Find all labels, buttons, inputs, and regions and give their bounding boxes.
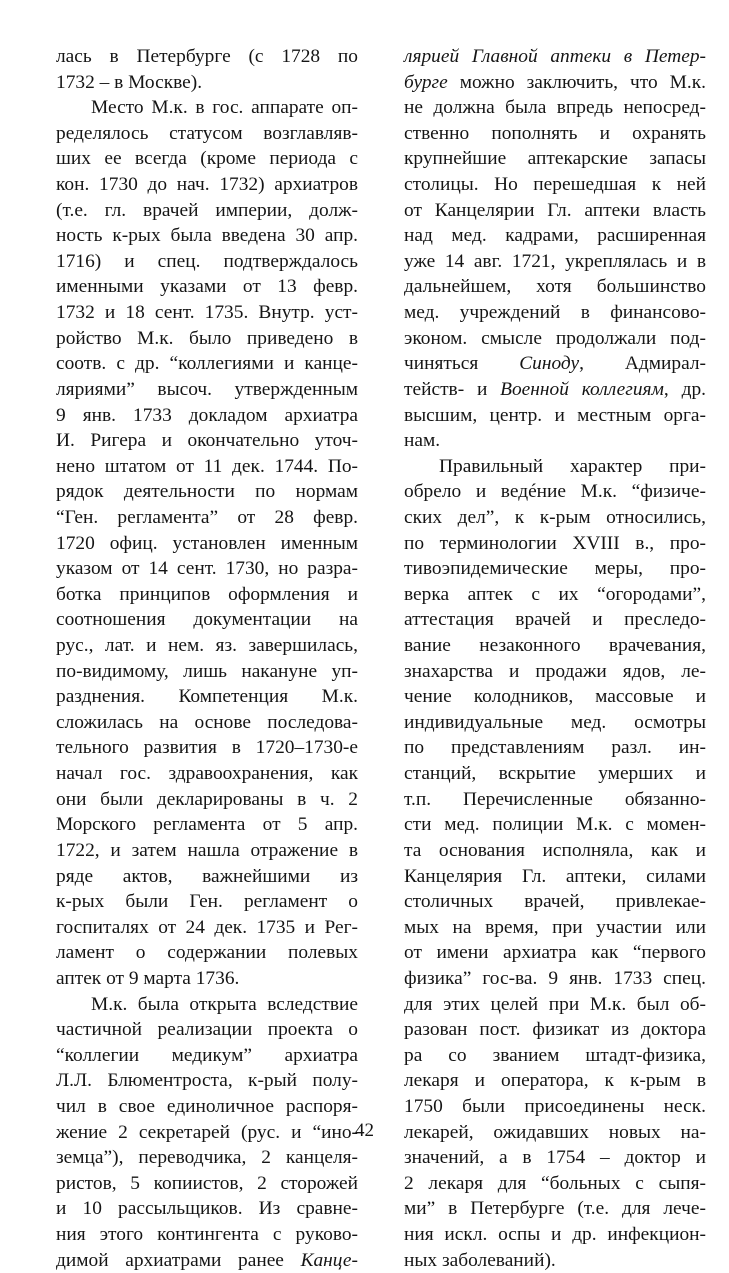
text-line: аттестация врачей и преследо- [404,609,706,631]
italic-text: Канце- [300,1249,358,1271]
text-line [404,44,706,70]
text-line: по представлениям разл. ин- [404,737,706,759]
text-segment: тейств- и [404,378,501,400]
text-line: ния этого контингента с руково- [56,1224,358,1246]
text-line: и 10 рассыльщиков. Из сравне- [56,1198,358,1220]
text-segment: чиняться [404,353,520,375]
text-line: Канцелярия Гл. аптеки, силами [404,865,706,887]
text-line: они были декларированы в ч. 2 [56,788,358,810]
text-line: “коллегии медикум” архиатра [56,1044,358,1066]
paragraph-2 [404,454,706,1273]
text-line: значений, а в 1754 – доктор и [404,1147,706,1169]
text-line: столичных врачей, привлекае- [404,891,706,913]
paragraph-1-tail [404,403,706,454]
text-line: ность к-рых была введена 30 апр. [56,225,358,247]
text-line: знахарства и продажи ядов, ле- [404,660,706,682]
text-line: чил в свое единоличное распоря- [56,1095,358,1117]
text-line: ристов, 5 копиистов, 2 сторожей [56,1172,358,1194]
text-line [404,377,706,403]
text-line: соотв. с др. “коллегиями и канце- [56,353,358,375]
text-line: т.п. Перечисленные обязанно- [404,788,706,810]
text-line: ских дел”, к к-рым относились, [404,506,706,528]
text-line: ряде актов, важнейшими из [56,865,358,887]
text-line: земца”), переводчика, 2 канцеля- [56,1147,358,1169]
text-line: мед. учреждений в финансово- [404,302,706,324]
text-line: Правильный характер при- [439,455,706,477]
italic-text: лярией Главной аптеки в Петер- [404,46,706,67]
text-segment: , Адмирал- [579,353,706,375]
paragraph-1-mixed [404,351,706,402]
text-segment: , др. [663,378,706,400]
text-line: ламент о содержании полевых [56,942,358,964]
paragraph-2 [56,95,358,991]
text-line: ми” в Петербурге (т.е. для лече- [404,1198,706,1220]
text-line: именными указами от 13 февр. [56,276,358,298]
text-line: верка аптек с их “огородами”, [404,583,706,605]
text-line: от имени архиатра как “первого [404,942,706,964]
text-line [404,70,706,96]
text-line: госпиталях от 24 дек. 1735 и Рег- [56,916,358,938]
text-line: сти мед. полиции М.к. с момен- [404,814,706,836]
page-number: 42 [355,1120,374,1141]
text-line: разднения. Компетенция М.к. [56,686,358,708]
text-line: тельного развития в 1720–1730-е [56,737,358,759]
text-line: 1732 и 18 сент. 1735. Внутр. уст- [56,302,358,324]
text-line: от Канцелярии Гл. аптеки власть [404,199,706,221]
text-line: ственно пополнять и охранять [404,122,706,144]
text-line: тивоэпидемические меры, про- [404,558,706,580]
text-line: та основания исполняла, как и [404,839,706,861]
text-line [56,1248,358,1273]
text-line: ределялось статусом возглавляв- [56,122,358,144]
text-line: кон. 1730 до нач. 1732) архиатров [56,174,358,196]
text-line: разован пост. физикат из доктора [404,1019,706,1041]
text-line: ляриями” высоч. утвержденным [56,378,358,400]
text-line: частичной реализации проекта о [56,1019,358,1041]
text-line: лекарей, ожидавших новых на- [404,1121,706,1143]
text-line: не должна была впредь непосред- [404,97,706,119]
text-line: Морского регламента от 5 апр. [56,814,358,836]
text-line: к-рых были Ген. регламент о [56,891,358,913]
paragraph-1-body [404,95,706,351]
text-line: физика” гос-ва. 9 янв. 1733 спец. [404,967,706,989]
text-line: рядок деятельности по нормам [56,481,358,503]
text-line: лекаря и оператора, к к-рым в [404,1070,706,1092]
text-line: ших ее всегда (кроме периода с [56,148,358,170]
text-line: (т.е. гл. врачей империи, долж- [56,199,358,221]
text-line [404,351,706,377]
text-line: крупнейшие аптекарские запасы [404,148,706,170]
text-line: вание незаконного врачевания, [404,635,706,657]
italic-text: Военной коллегиям [500,378,664,400]
text-line: обрело и ведéние М.к. “физиче- [404,481,706,503]
text-line: столицы. Но перешедшая к ней [404,174,706,196]
italic-text: бурге [404,71,448,93]
text-line: по терминологии XVIII в., про- [404,532,706,554]
text-line: 9 янв. 1733 докладом архиатра [56,404,358,426]
text-line: индивидуальные мед. осмотры [404,711,706,733]
text-line: нено штатом от 11 дек. 1744. По- [56,455,358,477]
italic-text: Синоду [519,353,580,375]
text-line: высшим, центр. и местным орга- [404,404,706,426]
text-line: сложилась на основе последова- [56,711,358,733]
text-line: “Ген. регламента” от 28 февр. [56,506,358,528]
text-line: лась в Петербурге (с 1728 по [56,46,358,67]
text-line: жение 2 секретарей (рус. и “ино- [56,1121,358,1143]
text-segment: можно заключить, что М.к. [447,71,706,93]
text-segment: димой архиатрами ранее [56,1249,301,1271]
text-line: мых на время, при участии или [404,916,706,938]
text-line: дальнейшем, хотя большинство [404,276,706,298]
text-line: 1722, и затем нашла отражение в [56,839,358,861]
text-line: ра со званием штадт-физика, [404,1044,706,1066]
text-line: ройство М.к. было приведено в [56,327,358,349]
text-line: эконом. смысле продолжали под- [404,327,706,349]
text-line: аптек от 9 марта 1736. [56,967,240,989]
text-line: над мед. кадрами, расширенная [404,225,706,247]
text-line: указом от 14 сент. 1730, но разра- [56,558,358,580]
text-line: Л.Л. Блюментроста, к-рый полу- [56,1070,358,1092]
paragraph-1 [56,44,358,95]
text-line: нам. [404,430,441,452]
text-line: 1720 офиц. установлен именным [56,532,358,554]
left-column [56,44,358,1273]
text-line: чение колодников, массовые и [404,686,706,708]
paragraph-1-continued [404,44,706,95]
text-line: по-видимому, лишь накануне уп- [56,660,358,682]
text-line: уже 14 авг. 1721, укреплялась и в [404,250,706,272]
text-line: Место М.к. в гос. аппарате оп- [91,97,358,119]
text-line: 1732 – в Москве). [56,71,203,93]
text-line: 2 лекаря для “больных с сыпя- [404,1172,706,1194]
right-column [404,44,706,1273]
text-line: М.к. была открыта вследствие [91,993,358,1015]
text-line: ния искл. оспы и др. инфекцион- [404,1224,706,1246]
text-line: 1716) и спец. подтверждалось [56,250,358,272]
text-line: И. Ригера и окончательно уточ- [56,430,358,452]
text-line: ботка принципов оформления и [56,583,358,605]
text-line: ных заболеваний). [404,1249,556,1271]
text-line: станций, вскрытие умерших и [404,763,706,785]
text-line: для этих целей при М.к. был об- [404,993,706,1015]
text-line: соотношения документации на [56,609,358,631]
text-line: 1750 были присоединены неск. [404,1095,706,1117]
text-line: начал гос. здравоохранения, как [56,763,358,785]
text-line: рус., лат. и нем. яз. завершилась, [56,635,358,657]
